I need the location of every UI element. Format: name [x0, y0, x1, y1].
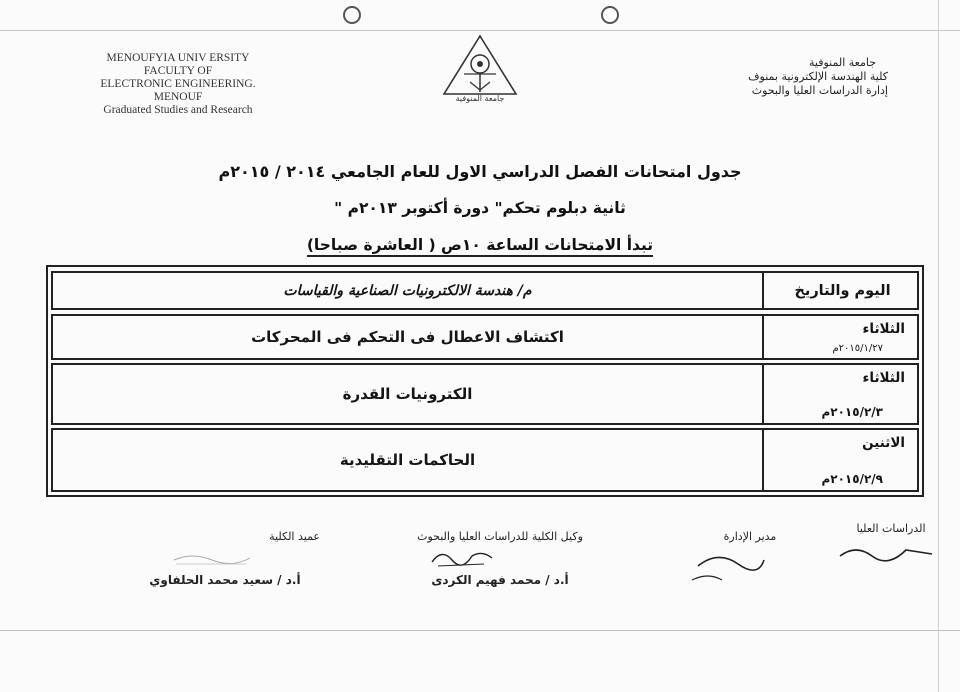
- vice-dean-title: وكيل الكلية للدراسات العليا والبحوث: [417, 530, 583, 543]
- scan-edge-top: [0, 30, 960, 31]
- header-line: جامعة المنوفية: [809, 56, 876, 69]
- exam-date: ٢٠١٥/١/٢٧م: [832, 343, 883, 354]
- dean-stamp: [172, 550, 252, 572]
- exam-schedule-table: [46, 265, 924, 497]
- table-row: [51, 428, 919, 492]
- table-row: [51, 314, 919, 360]
- handwritten-signature-icon: [836, 538, 936, 564]
- vice-dean-name: أ.د / محمد فهيم الكردى: [431, 573, 569, 587]
- day-date-header: اليوم والتاريخ: [794, 282, 891, 299]
- graduate-studies-signature-block: [836, 522, 946, 535]
- subject-cell: الكترونيات القدرة: [53, 365, 764, 423]
- punch-hole-left: [343, 6, 361, 24]
- exam-day: الاثنين: [862, 435, 905, 451]
- arabic-header: [648, 56, 888, 98]
- subject-cell: الحاكمات التقليدية: [53, 430, 764, 490]
- program-title: ثانية دبلوم تحكم" دورة أكتوبر ٢٠١٣م ": [334, 199, 626, 217]
- day-date-cell: [768, 365, 917, 423]
- header-line: MENOUFYIA UNIV ERSITY: [106, 52, 250, 64]
- graduate-studies-signature: [836, 538, 936, 568]
- manager-title: مدير الإدارة: [723, 530, 777, 543]
- university-logo: [440, 34, 520, 108]
- subject-cell: اكتشاف الاعطال فى التحكم فى المحركات: [53, 316, 764, 358]
- english-header: [78, 52, 278, 117]
- table-row: [51, 363, 919, 425]
- dean-name: أ.د / سعيد محمد الحلفاوي: [149, 573, 301, 587]
- dean-title: عميد الكلية: [269, 530, 320, 543]
- exam-day: الثلاثاء: [862, 321, 905, 337]
- stamp-scribble-icon: [172, 550, 252, 568]
- header-line: MENOUF: [153, 91, 203, 103]
- punch-hole-right: [601, 6, 619, 24]
- logo-caption: جامعة المنوفية: [455, 94, 505, 103]
- start-time-title: [0, 236, 960, 254]
- manager-signature-block: [700, 530, 800, 543]
- day-date-cell: [768, 316, 917, 358]
- handwritten-signature-icon: [428, 544, 498, 570]
- vice-dean-signature: [428, 544, 498, 574]
- exam-date: ٢٠١٥/٢/٣م: [821, 405, 883, 419]
- header-line: إدارة الدراسات العليا والبحوث: [751, 84, 888, 97]
- header-line: Graduated Studies and Research: [103, 104, 253, 116]
- header-line: كلية الهندسة الإلكترونية بمنوف: [748, 70, 888, 83]
- scan-edge-bottom: [0, 630, 960, 631]
- department-header: م/ هندسة الالكترونيات الصناعية والقياسات: [53, 273, 764, 308]
- table-header-row: [51, 271, 919, 310]
- header-line: ELECTRONIC ENGINEERING.: [100, 78, 256, 90]
- vice-dean-signature-block: [380, 530, 620, 587]
- scan-edge-right: [938, 0, 939, 692]
- header-line: FACULTY OF: [143, 65, 213, 77]
- start-time-text: تبدأ الامتحانات الساعة ١٠ص ( العاشرة صباحا): [307, 236, 653, 257]
- exam-day: الثلاثاء: [862, 370, 905, 386]
- graduate-studies-title: الدراسات العليا: [856, 522, 926, 535]
- manager-signature: [688, 546, 768, 590]
- day-date-cell: [768, 430, 917, 490]
- exam-date: ٢٠١٥/٢/٩م: [821, 472, 883, 486]
- handwritten-signature-icon: [688, 546, 768, 586]
- schedule-title: جدول امتحانات الفصل الدراسي الاول للعام الجامعي ٢٠١٤ / ٢٠١٥م: [218, 162, 742, 181]
